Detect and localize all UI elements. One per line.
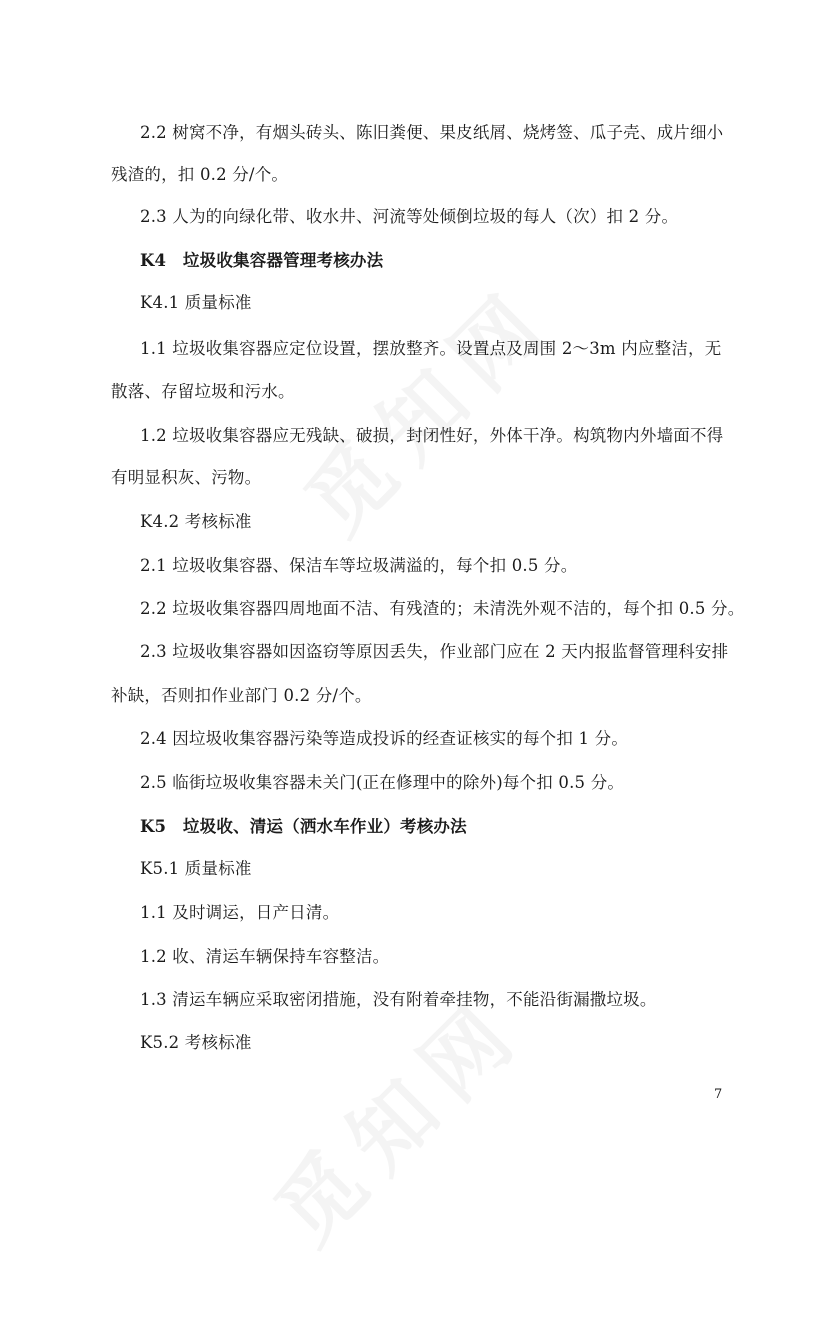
section-heading-k5: K5 垃圾收、清运（洒水车作业）考核办法	[140, 817, 467, 836]
text-line: 2.1 垃圾收集容器、保洁车等垃圾满溢的，每个扣 0.5 分。	[140, 556, 578, 575]
text-line: 2.2 树窝不净，有烟头砖头、陈旧粪便、果皮纸屑、烧烤签、瓜子壳、成片细小	[140, 123, 724, 142]
subsection-title: K4.2 考核标准	[140, 512, 252, 531]
text-line: 有明显积灰、污物。	[111, 468, 262, 487]
page-number: 7	[714, 1087, 723, 1102]
section-heading-k4: K4 垃圾收集容器管理考核办法	[140, 251, 384, 270]
subsection-title: K4.1 质量标准	[140, 293, 252, 312]
text-line: 1.2 收、清运车辆保持车容整洁。	[140, 947, 390, 966]
text-line: 1.2 垃圾收集容器应无残缺、破损，封闭性好，外体干净。构筑物内外墙面不得	[140, 426, 724, 445]
text-line: 2.4 因垃圾收集容器污染等造成投诉的经查证核实的每个扣 1 分。	[140, 729, 629, 748]
text-line: 2.3 垃圾收集容器如因盗窃等原因丢失，作业部门应在 2 天内报监督管理科安排	[140, 642, 729, 661]
text-line: 补缺，否则扣作业部门 0.2 分/个。	[111, 686, 372, 705]
text-line: 1.1 及时调运，日产日清。	[140, 903, 340, 922]
text-line: 残渣的，扣 0.2 分/个。	[111, 165, 289, 184]
text-line: 1.1 垃圾收集容器应定位设置，摆放整齐。设置点及周围 2～3m 内应整洁，无	[140, 339, 722, 358]
subsection-title: K5.2 考核标准	[140, 1033, 252, 1052]
text-line: 散落、存留垃圾和污水。	[111, 382, 295, 401]
text-line: 2.2 垃圾收集容器四周地面不洁、有残渣的；未清洗外观不洁的，每个扣 0.5 分。	[140, 599, 745, 618]
text-line: 2.3 人为的向绿化带、收水井、河流等处倾倒垃圾的每人（次）扣 2 分。	[140, 207, 679, 226]
subsection-title: K5.1 质量标准	[140, 859, 252, 878]
text-line: 2.5 临街垃圾收集容器未关门(正在修理中的除外)每个扣 0.5 分。	[140, 773, 625, 792]
text-line: 1.3 清运车辆应采取密闭措施，没有附着牵挂物，不能沿街漏撒垃圾。	[140, 990, 657, 1009]
watermark	[195, 915, 605, 1325]
